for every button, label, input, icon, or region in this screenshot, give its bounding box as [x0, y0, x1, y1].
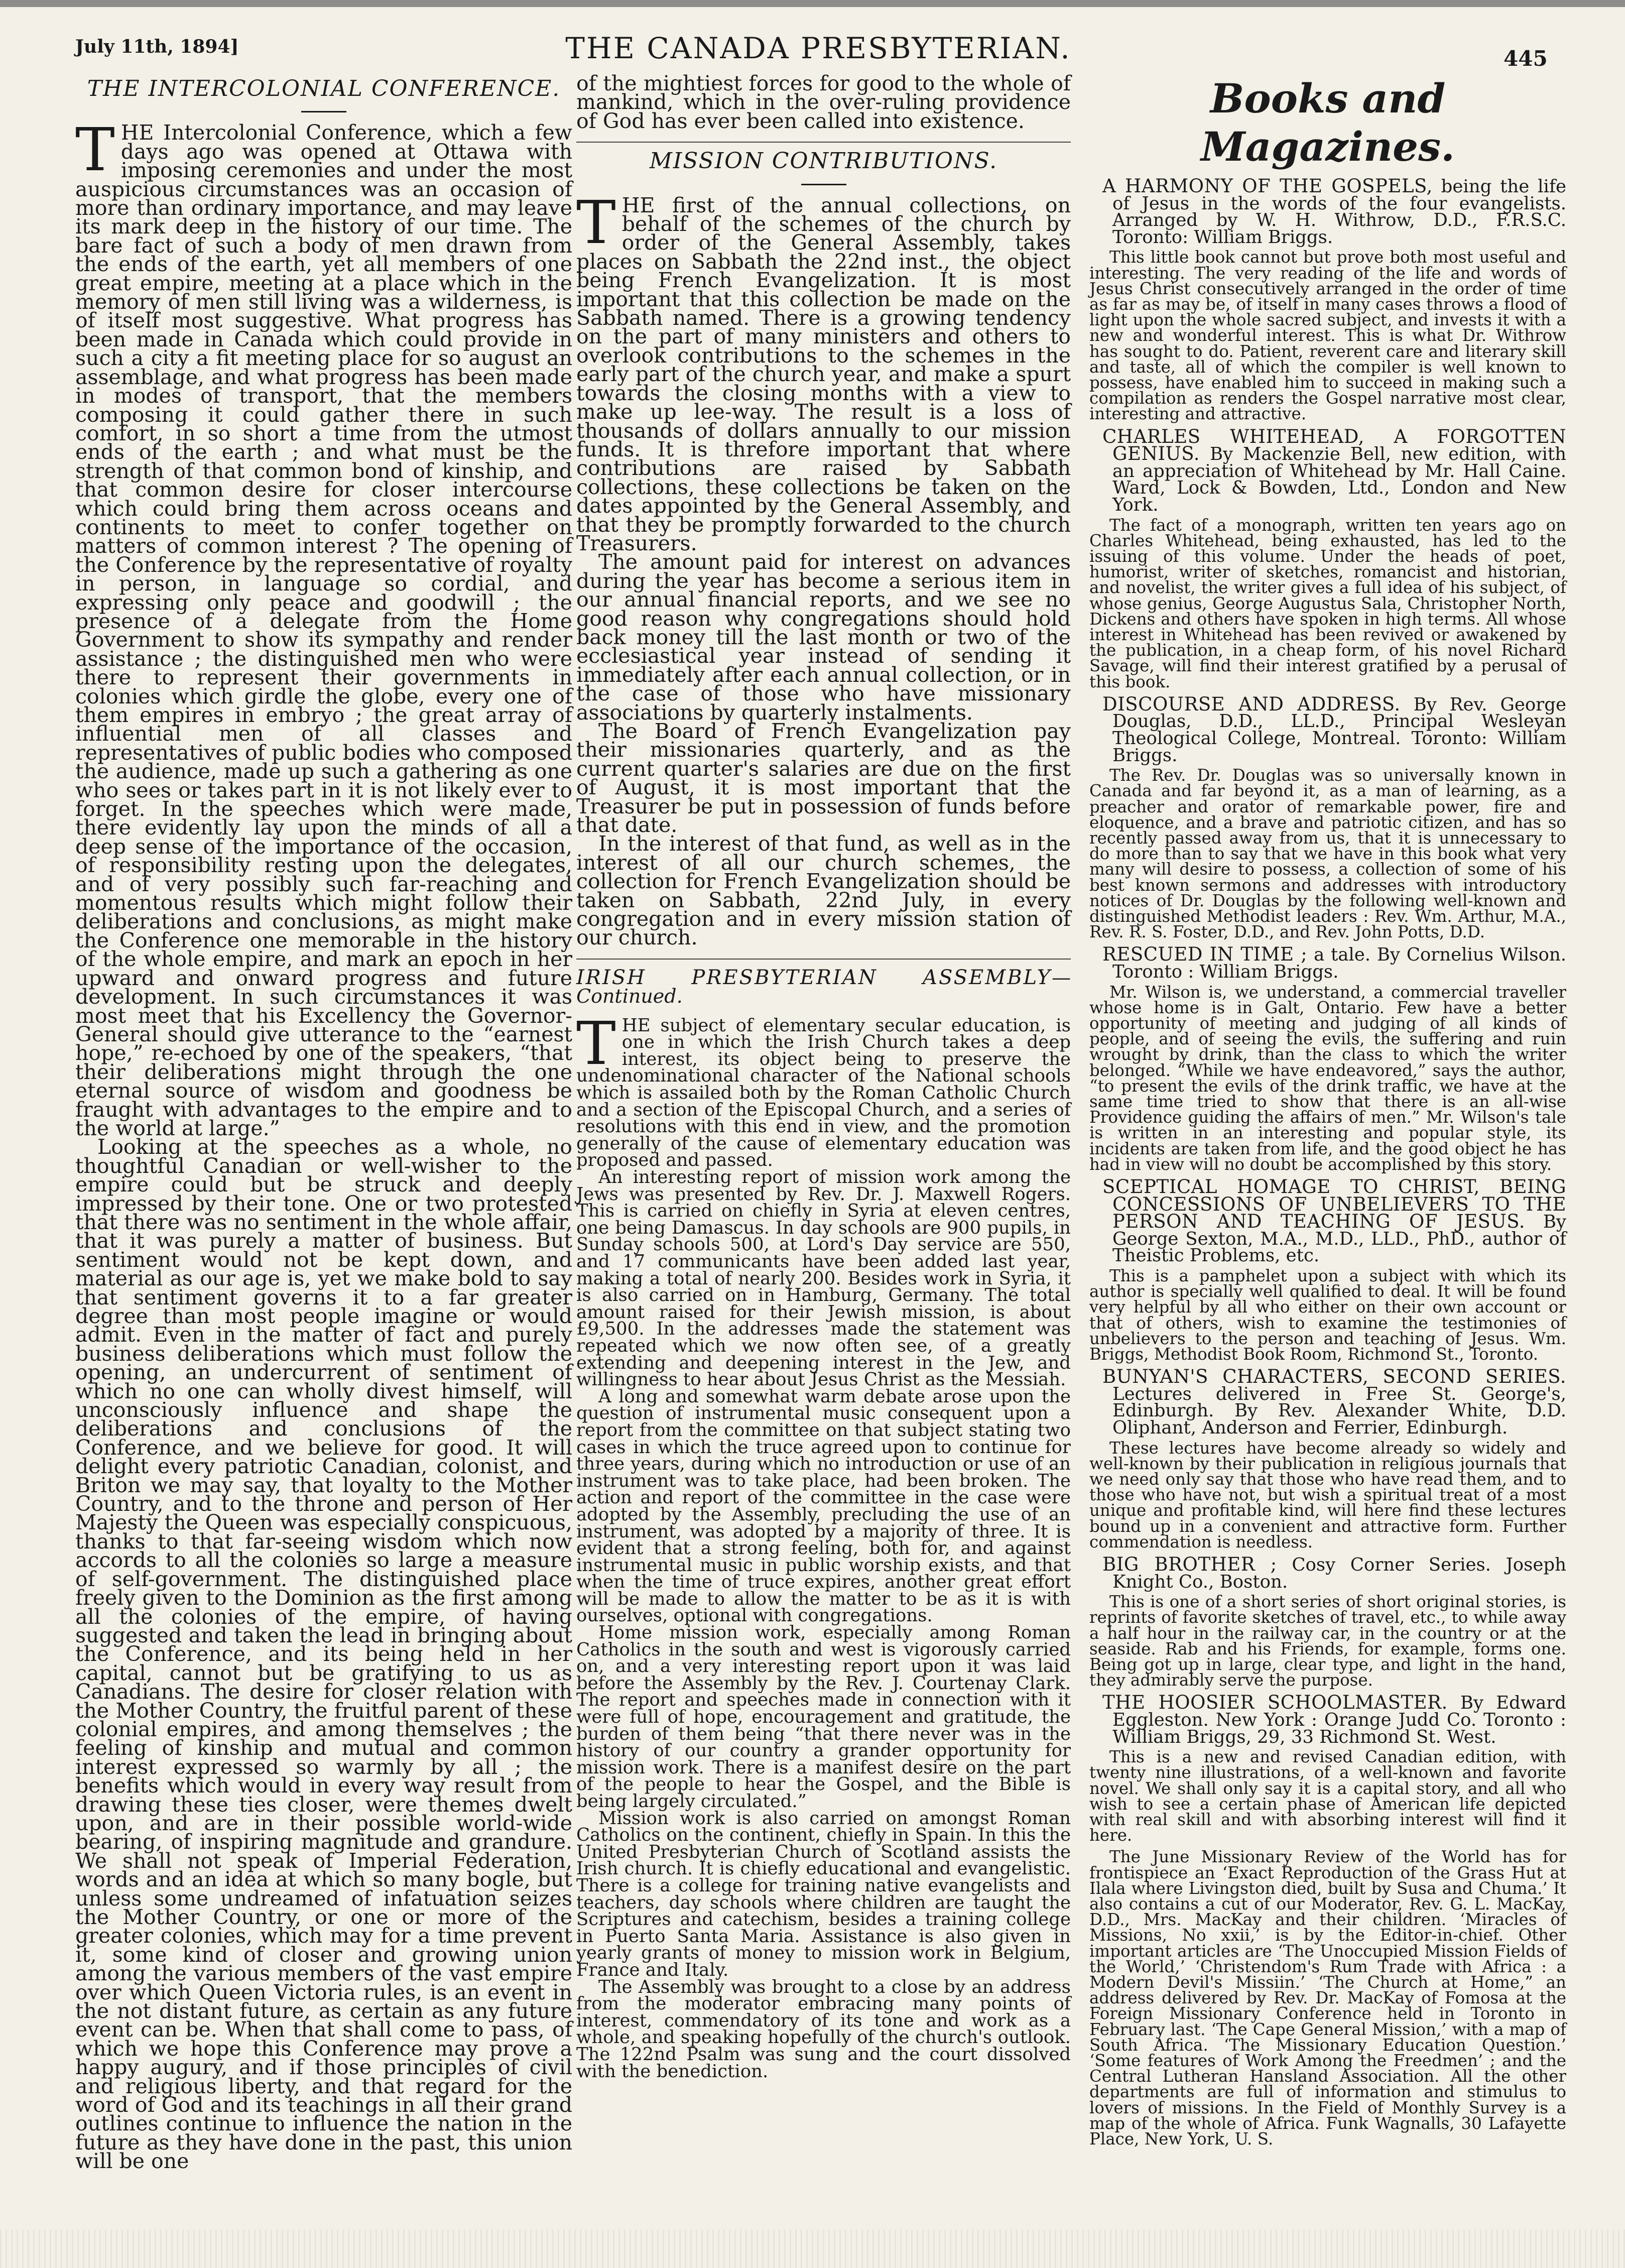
article-paragraph: The amount paid for interest on advances during the year has become a serious item in our annual financial reports, and we see no good reason why congregations should hold back money till the last month or two of the ecclesiastical year instead of sending it immediately after each annual collection, or in the case of those who have missionary associations by quarterly instalments. — [576, 550, 1071, 725]
article-heading-irish-assembly — [576, 966, 1071, 1008]
scan-edge — [0, 2229, 1625, 2268]
review-meta: By George Sexton, M.A., M.D., LLD., PhD., author of Theistic Problems, etc. — [1112, 1212, 1566, 1266]
review-citation — [1089, 1694, 1566, 1745]
review-title: CHARLES WHITEHEAD, A FORGOTTEN GENIUS. — [1102, 425, 1566, 465]
article-paragraph: The Board of French Evangelization pay their missionaries quarterly, and as the current quarter's salaries are due on the first of August, it is most important that the Treasurer be put in possession of funds before that date. — [576, 719, 1071, 838]
page-number: 445 — [1504, 46, 1548, 71]
page-header — [75, 31, 1561, 66]
review-title: SCEPTICAL HOMAGE TO CHRIST, BEING CONCESSIONS OF UNBELIEVERS TO THE PERSON AND TEACHING OF JESUS. — [1102, 1176, 1566, 1233]
review-meta: Lectures delivered in Free St. George's, Edinburgh. By Rev. Alexander White, D.D. Oliphant, Anderson and Ferrier, Edinburgh. — [1112, 1383, 1566, 1439]
column-3 — [1089, 74, 1566, 2150]
article-paragraph: The Assembly was brought to a close by an address from the moderator embracing many points of interest, commendatory of its tone and work as a whole, and speaking hopefully of the church's outlook. The 122nd Psalm was sung and the court dissolved with the benediction. — [576, 1976, 1071, 2082]
article-heading-mission-contributions: MISSION CONTRIBUTIONS. — [649, 148, 998, 174]
article-paragraph: of the mightiest forces for good to the whole of mankind, which in the over-ruling providence of God has ever been called into existence. — [576, 71, 1071, 133]
review-citation — [1089, 1366, 1566, 1439]
article-paragraph — [75, 115, 572, 1140]
irish-assembly-body — [576, 1008, 1071, 2082]
review-entry — [1089, 1694, 1566, 1843]
review-citation — [1089, 425, 1566, 515]
heading-rule — [801, 184, 846, 185]
review-body: The June Missionary Review of the World has for frontispiece an ‘Exact Reproduction of the Grass Hut at Ilala where Livingston died, built by Susa and Chuma.’ It also contains a cut of our Moderator, Rev. G. L. MacKay, D.D., Mrs. MacKay and their children. ‘Miracles of Missions, No xxii,’ is by the Editor-in-chief. Other important articles are ‘The Unoccupied Mission Fields of the World,’ ‘Christendom's Rum Trade with Africa : a Modern Devil's Missiin.’ ‘The Church at Home,” an address delivered by Rev. Dr. MacKay of Fomosa at the Foreign Missionary Conference held in Toronto in February last. ‘The Cape General Mission,’ with a map of South Africa. ‘The Missionary Education Question.’ ‘Some features of Work Among the Freedmen’ ; and the Central Lutheran Hansland Association. All the other departments are full of information and stimulus to lovers of missions. In the Field of Monthly Survey is a map of the whole of Africa. Funk Wagnalls, 30 Lafayette Place, New York, U. S. — [1089, 1847, 1566, 2149]
column-1 — [75, 74, 572, 2174]
heading-text: IRISH PRESBYTERIAN ASSEMBLY — [576, 966, 1052, 989]
review-title: BUNYAN'S CHARACTERS, SECOND SERIES. — [1102, 1366, 1566, 1388]
magazine-notice — [1089, 1849, 1566, 2147]
review-citation — [1089, 1178, 1566, 1264]
issue-date: July 11th, 1894] — [75, 36, 239, 57]
review-title: THE HOOSIER SCHOOLMASTER. — [1102, 1692, 1448, 1714]
review-citation — [1089, 175, 1566, 248]
review-meta: Cosy Corner Series. Joseph Knight Co., Boston. — [1112, 1555, 1566, 1592]
review-entry — [1089, 693, 1566, 942]
review-body: The Rev. Dr. Douglas was so universally known in Canada and far beyond it, as a man of learning, as a preacher and orator of remarkable power, fire and eloquence, and a brave and patriotic citizen, and has so recently passed away from us, that it is unnecessary to do more than to say that we have in this book what very many will desire to possess, a collection of some of his best known sermons and addresses with introductory notices of Dr. Douglas by the following well-known and distinguished Methodist leaders : Rev. Wm. Arthur, M.A., Rev. R. S. Foster, D.D., and Rev. John Potts, D.D. — [1089, 766, 1566, 942]
review-body: This is a pamphelet upon a subject with which its author is specially well qualified to deal. It will be found very helpful by all who either on their own account or that of others, wish to examine the testimonies of unbelievers to the person and teaching of Jesus. Wm. Briggs, Methodist Book Room, Richmond St., Toronto. — [1089, 1266, 1566, 1364]
article-paragraph: An interesting report of mission work among the Jews was presented by Rev. Dr. J. Maxwell Rogers. This is carried on chiefly in Syria at eleven centres, one being Damascus. In day schools are 900 pupils, in Sunday schools 500, at Lord's Day service are 550, and 17 communicants have been added last year, making a total of nearly 200. Besides work in Syria, it is also carried on in Hamburg, Germany. The total amount raised for their Jewish mission, is about £9,500. In the addresses made the statement was repeated which we now often see, of a greatly extending and deepening interest in the Jew, and willingness to hear about Jesus Christ as the Messiah. — [576, 1167, 1071, 1390]
masthead-title: THE CANADA PRESBYTERIAN. — [565, 31, 1071, 65]
heading-rule — [301, 111, 346, 112]
paragraph-text: HE first of the annual collections, on behalf of the schemes of the church by order of the General Assembly, takes places on Sabbath the 22nd inst., the object being French Evangelization. It is most important that this collection be made on the Sabbath named. There is a growing tendency on the part of many ministers and others to overlook contributions to the schemes in the early part of the church year, and make a spurt towards the closing months with a view to make up lee-way. The result is a loss of thousands of dollars annually to our mission funds. It is threfore important that where contributions are raised by Sabbath collections, these collections be taken on the dates appointed by the General Assembly, and that they be promptly forwarded to the church Treasurers. — [576, 193, 1071, 555]
review-citation — [1089, 943, 1567, 983]
review-title: RESCUED IN TIME ; — [1102, 943, 1308, 966]
review-meta: being the life of Jesus in the words of the four evangelists. Arranged by W. H. Withrow, D.D., F.R.S.C. Toronto: William Briggs. — [1112, 176, 1566, 248]
drop-cap: T — [576, 1008, 616, 1078]
review-entry — [1089, 943, 1567, 1174]
section-divider — [576, 959, 1071, 960]
review-entry — [1089, 425, 1566, 691]
review-meta: By Rev. George Douglas, D.D., LL.D., Principal Wesleyan Theological College, Montreal. Toronto: William Briggs. — [1112, 694, 1566, 766]
review-title: BIG BROTHER ; — [1102, 1554, 1277, 1576]
article-paragraph — [576, 1008, 1071, 1171]
article-heading-intercolonial: THE INTERCOLONIAL CONFERENCE. — [87, 76, 561, 101]
review-entry — [1089, 1368, 1566, 1550]
review-citation — [1089, 693, 1566, 766]
section-divider — [576, 142, 1071, 143]
article-paragraph: Home mission work, especially among Roman Catholics in the south and west is vigorously carried on, and a very interesting report upon it was laid before the Assembly by the Rev. J. Courtenay Clark. The report and speeches made in connection with it were full of hope, encouragement and gratitude, the burden of them being “that there never was in the history of our country a grander opportunity for mission work. There is a manifest desire on the part of the people to hear the Gospel, and the Bible is being largely circulated.” — [576, 1622, 1071, 1812]
column-2 — [576, 71, 1071, 2082]
section-title-books-magazines: Books and Magazines. — [1201, 75, 1455, 170]
review-entry — [1089, 1556, 1566, 1688]
article-paragraph: In the interest of that fund, as well as in the interest of all our church schemes, the collection for French Evangelization should be taken on Sabbath, 22nd July, in every congregation and in every mission station of our church. — [576, 831, 1071, 950]
review-title: A HARMONY OF THE GOSPELS, — [1102, 175, 1433, 197]
review-body: This is a new and revised Canadian edition, with twenty nine illustrations, of a well-known and favorite novel. We shall only say it is a capital story, and all who wish to see a certain phase of American life depicted with real skill and with absorbing interest will find it here. — [1089, 1747, 1566, 1845]
review-citation — [1089, 1556, 1566, 1590]
article-paragraph — [576, 187, 1071, 555]
review-title: DISCOURSE AND ADDRESS. — [1102, 693, 1401, 715]
review-body: These lectures have become already so widely and well-known by their publication in religious journals that we need only say that those who have read them, and to those who have not, but wish a spiritual treat of a most unique and profitable kind, will here find these lectures bound up in a convenient and attractive form. Further commendation is needless. — [1089, 1438, 1566, 1551]
paragraph-text: HE Intercolonial Conference, which a few days ago was opened at Ottawa with imposing ceremonies and under the most auspicious circumstances was an occasion of more than ordinary importance, and may leave its mark deep in the history of our time. The bare fact of such a body of men drawn from the ends of the earth, yet all members of one great empire, meeting at a place which in the memory of men still living was a wilderness, is of itself most suggestive. What progress has been made in Canada which could provide in such a city a fit meeting place for so august an assemblage, and what progress has been made in modes of transport, that the members composing it could gather there in such comfort, in so short a time from the utmost ends of the earth ; and what must be the strength of that common bond of kinship, and that common desire for closer intercourse which could bring them across oceans and continents to meet to confer together on matters of common interest ? The opening of the Conference by the representative of royalty in person, in language so cordial, and expressing only peace and goodwill ; the presence of a delegate from the Home Government to show its sympathy and render assistance ; the distinguished men who were there to represent their governments in colonies which girdle the globe, every one of them empires in embryo ; the great array of influential men of all classes and representatives of public bodies who composed the audience, made up such a gathering as one who sees or takes part in it is not likely ever to forget. In the speeches which were made, there evidently lay upon the minds of all a deep sense of the importance of the occasion, of responsibility resting upon the delegates, and of very possibly such far-reaching and momentous results which might follow their deliberations and conclusions, as might make the Conference one memorable in the history of the whole empire, and mark an epoch in her upward and onward progress and future development. In such circumstances it was most meet that his Excellency the Governor-General should give utterance to the “earnest hope,” re-echoed by one of the speakers, “that their deliberations might through the one eternal source of wisdom and goodness be fraught with advantages to the empire and to the world at large.” — [75, 121, 572, 1140]
review-meta: By Mackenzie Bell, new edition, with an appreciation of Whitehead by Mr. Hall Caine. Ward, Lock & Bowden, Ltd., London and New York. — [1112, 444, 1566, 515]
review-body: Mr. Wilson is, we understand, a commercial traveller whose home is in Galt, Ontario. Few have a better opportunity of meeting and judging of all kinds of people, and of seeing the evils, the suffering and ruin wrought by drink, than the class to which the writer belonged. “While we have endeavored,” says the author, “to present the evils of the drink traffic, we have at the same time tried to show that there is an all-wise Providence guiding the affairs of men.” Mr. Wilson's tale is written in an interesting and popular style, its incidents are taken from life, and the good object he has had in view will no doubt be accomplished by this story. — [1089, 982, 1566, 1174]
review-body: This is one of a short series of short original stories, is reprints of favorite sketches of travel, etc., to while away a half hour in the railway car, in the country or at the seaside. Rab and his Friends, for example, forms one. Being got up in large, clear type, and light in the hand, they admirably serve the purpose. — [1089, 1592, 1566, 1690]
review-meta: By Edward Eggleston. New York : Orange Judd Co. Toronto : William Briggs, 29, 33 Richmond St. West. — [1112, 1693, 1566, 1747]
review-meta: a tale. By Cornelius Wilson. Toronto : William Briggs. — [1112, 944, 1567, 983]
article-paragraph: Looking at the speeches as a whole, no thoughtful Canadian or well-wisher to the empire could but be struck and deeply impressed by their tone. One or two protested that there was no sentiment in the whole affair, that it was purely a matter of business. But sentiment would not be kept down, and material as our age is, yet we make bold to say that sentiment governs it to a far greater degree than most people imagine or would admit. Even in the matter of fact and purely business deliberations which must follow the opening, an undercurrent of sentiment of which no one can wholly divest himself, will unconsciously influence and shape the deliberations and conclusions of the Conference, and we believe for good. It will delight every patriotic Canadian, colonist, and Briton we may say, that loyalty to the Mother Country, and to the throne and person of Her Majesty the Queen was especially conspicuous, thanks to that far-seeing wisdom which now accords to all the colonies so large a measure of self-government. The distinguished place freely given to the Dominion as the first among all the colonies of the empire, of having suggested and taken the lead in bringing about the Conference, and its being held in her capital, cannot but be gratifying to us as Canadians. The desire for closer relation with the Mother Country, the fruitful parent of these colonial empires, and among themselves ; the feeling of kinship and mutual and common interest expressed so warmly by all ; the benefits which would in every way result from drawing these ties closer, were themes dwelt upon, and are in their possible world-wide bearing, of inspiring magnitude and grandure. We shall not speak of Imperial Federation, words and an idea at which so many bogle, but unless some undreamed of infatuation seizes the Mother Country, or one or more of the greater colonies, which may for a time prevent it, some kind of closer and growing union among the various members of the vast empire over which Queen Victoria rules, is an event in the not distant future, as certain as any future event can be. When that shall come to pass, of which we hope this Conference may prove a happy augury, and if those principles of civil and religious liberty, and that regard for the word of God and its teachings in all their grand outlines continue to influence the nation in the future as they have done in the past, this union will be one — [75, 1135, 572, 2174]
review-body: This little book cannot but prove both most useful and interesting. The very reading of the life and words of Jesus Christ consecutively arranged in the order of time as far as may be, of itself in many cases throws a flood of light upon the whole sacred subject, and invests it with a new and wonderful interest. This is what Dr. Withrow has sought to do. Patient, reverent care and literary skill and taste, all of which the compiler is well known to possess, have enabled him to succeed in making such a compilation as renders the Gospel narrative most clear, interesting and attractive. — [1089, 248, 1566, 424]
scan-edge — [0, 0, 1625, 7]
drop-cap: T — [576, 187, 616, 257]
article-paragraph: Mission work is also carried on amongst Roman Catholics on the continent, chiefly in Spain. In this the United Presbyterian Church of Scotland assists the Irish church. It is chiefly educational and evangelistic. There is a college for training native evangelists and teachers, day schools where children are taught the Scriptures and catechism, besides a training college in Puerto Santa Maria. Assistance is also given in yearly grants of money to mission work in Belgium, France and Italy. — [576, 1808, 1071, 1980]
drop-cap: T — [75, 115, 115, 185]
review-entry — [1089, 175, 1566, 424]
review-entry — [1089, 1178, 1566, 1362]
paragraph-text: HE subject of elementary secular education, is one in which the Irish Church takes a deep interest, its object being to preserve the undenominational character of the National schools which is assailed both by the Roman Catholic Church and a section of the Episcopal Church, and a series of resolutions with this end in view, and the promotion generally of the cause of elementary education was proposed and passed. — [576, 1015, 1071, 1171]
continued-label: —Continued. — [576, 966, 1071, 1008]
review-body: The fact of a monograph, written ten years ago on Charles Whitehead, being exhausted, has led to the issuing of this volume. Under the heads of poet, humorist, writer of sketches, romancist and historian, and novelist, the writer gives a full idea of his subject, of whose genius, George Augustus Sala, Christopher North, Dickens and others have spoken in high terms. All whose interest in Whitehead has been revived or awakened by the publication, in a cheap form, of his novel Richard Savage, will find their interest gratified by a perusal of this book. — [1089, 515, 1566, 691]
article-paragraph: A long and somewhat warm debate arose upon the question of instrumental music consequent upon a report from the committee on that subject stating two cases in which the truce agreed upon to continue for three years, during which no introduction or use of an instrument was to take place, had been broken. The action and report of the committee in the case were adopted by the Assembly, precluding the use of an instrument, was adopted by a majority of three. It is evident that a strong feeling, both for, and against instrumental music in public worship exists, and that when the time of truce expires, another great effort will be made to allow the matter to be as it is with ourselves, optional with congregations. — [576, 1386, 1071, 1626]
